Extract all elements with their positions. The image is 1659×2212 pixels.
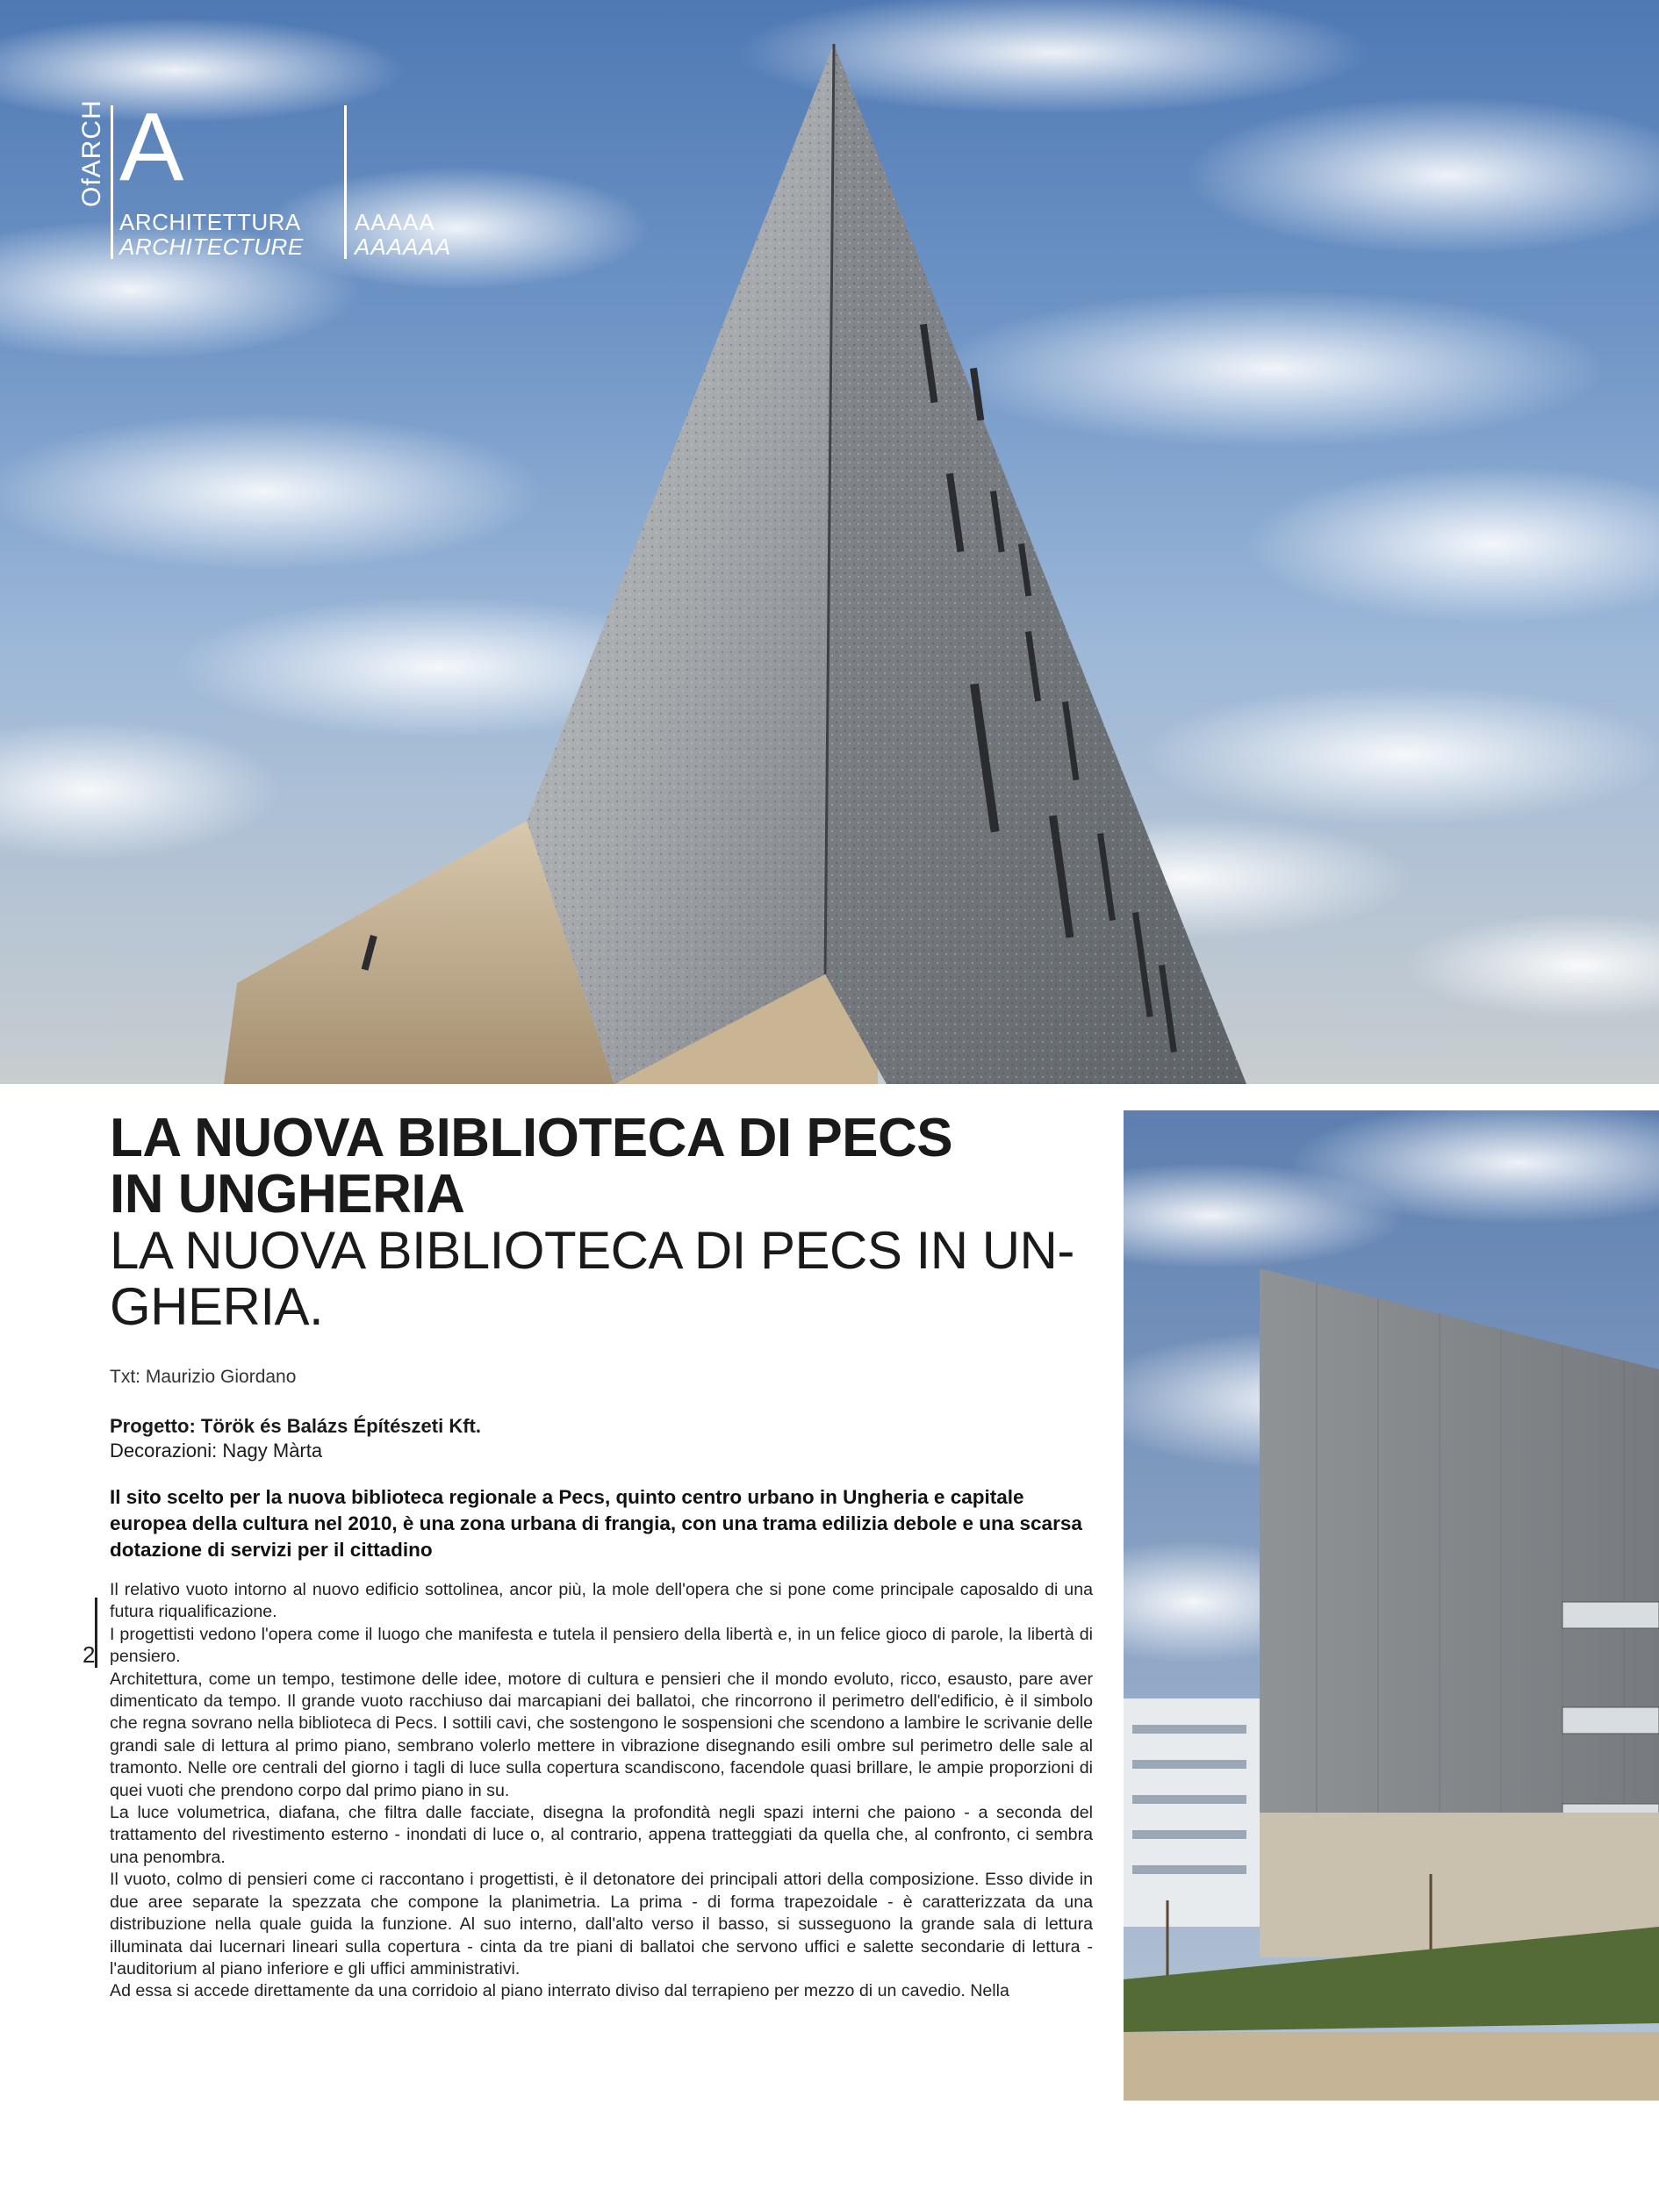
masthead-section-it: ARCHITETTURA [119, 209, 301, 235]
hero-photo [0, 0, 1659, 1084]
side-photo [1124, 1110, 1659, 2101]
title-en-line-2: GHERIA. [110, 1277, 324, 1336]
title-it-line-1: LA NUOVA BIBLIOTECA DI PECS [110, 1108, 953, 1168]
article-title-en [110, 1223, 1093, 1335]
paragraph: I progettisti vedono l'opera come il luogo che manifesta e tutela il pensiero della libertà e, in un felice gioco di parole, la libertà di pensiero. [110, 1624, 1093, 1667]
project-credits [110, 1414, 1093, 1463]
project-value: Török és Balázs Építészeti Kft. [200, 1415, 481, 1437]
paragraph: Il relativo vuoto intorno al nuovo edificio sottolinea, ancor più, la mole dell'opera che si pone come principale caposaldo di una futura riqualificazione. [110, 1580, 1093, 1622]
title-en-line-1: LA NUOVA BIBLIOTECA DI PECS IN UN- [110, 1221, 1074, 1280]
paragraph: Il vuoto, colmo di pensieri come ci raccontano i progettisti, è il detonatore dei principali attori della composizione. Esso divide in due aree separate la spezzata che compone la planimetria. La prima - di forma trapezoidale - è caratterizzata da una distribuzione nella quale guida la funzione. Al suo interno, dall'alto verso il basso, si susseguono la grande sala di lettura illuminata dai lucernari lineari sulla copertura - cinta da tre piani di ballatoi che servono uffici e salette secondarie di lettura - l'auditorium al piano inferiore e gli uffici amministrativi. [110, 1870, 1093, 1979]
masthead-of-arch: OfARCH [77, 99, 106, 207]
side-illustration [1124, 1110, 1659, 2101]
paragraph: La luce volumetrica, diafana, che filtra dalle facciate, disegna la profondità negli spazi interni che paiono - a seconda del trattamento del rivestimento esterno - inondati di luce o, al contrario, appena tratteggiati da quella che, al confronto, ci sembra una penombra. [110, 1803, 1093, 1867]
masthead-issue-en: AAAAAA [355, 233, 452, 260]
paragraph: Architettura, come un tempo, testimone delle idee, motore di cultura e pensieri che il mondo evoluto, ricco, esausto, pare aver dimenticato da tempo. Il grande vuoto racchiuso dai marcapiani dei ballatoi, che rincorrono il perimetro dell'edificio, è il simbolo che regna sovrano nella biblioteca di Pecs. I sottili cavi, che sostengono le sospensioni che scendono a lambire le scrivanie delle grandi sale di lettura al primo piano, sembrano volerlo mettere in vibrazione disegnando esili ombre sul perimetro delle sale al tramonto. Nelle ore centrali del giorno i tagli di luce sulla copertura scandiscono, facendole quasi brillare, le ampie proporzioni di quei vuoti che prendono corpo dal primo piano in su. [110, 1669, 1093, 1800]
paragraph: Ad essa si accede direttamente da una corridoio al piano interrato diviso dal terrapieno per mezzo di un cavedio. Nella [110, 1981, 1009, 2001]
decorations-line: Decorazioni: Nagy Màrta [110, 1440, 323, 1462]
masthead-section-en: ARCHITECTURE [119, 233, 304, 260]
project-line [110, 1414, 1093, 1439]
masthead-issue-it: AAAAA [355, 209, 435, 235]
article-title-it [110, 1110, 1093, 1223]
article-column [110, 1110, 1093, 2003]
title-it-line-2: IN UNGHERIA [110, 1164, 465, 1224]
hero-illustration [0, 0, 1659, 1084]
article-lead: Il sito scelto per la nuova biblioteca regionale a Pecs, quinto centro urbano in Ungheria e capitale europea della cultura nel 2010, è una zona urbana di frangia, con una trama edilizia debole e una scarsa dotazione di servizi per il cittadino [110, 1486, 1082, 1561]
article-body [110, 1579, 1093, 2003]
masthead-divider [111, 105, 113, 259]
masthead-divider-2 [344, 105, 347, 259]
page-number: 2 [83, 1641, 96, 1668]
masthead-letter: A [119, 93, 184, 201]
project-label: Progetto: [110, 1415, 196, 1437]
author-credit: Txt: Maurizio Giordano [110, 1367, 297, 1387]
